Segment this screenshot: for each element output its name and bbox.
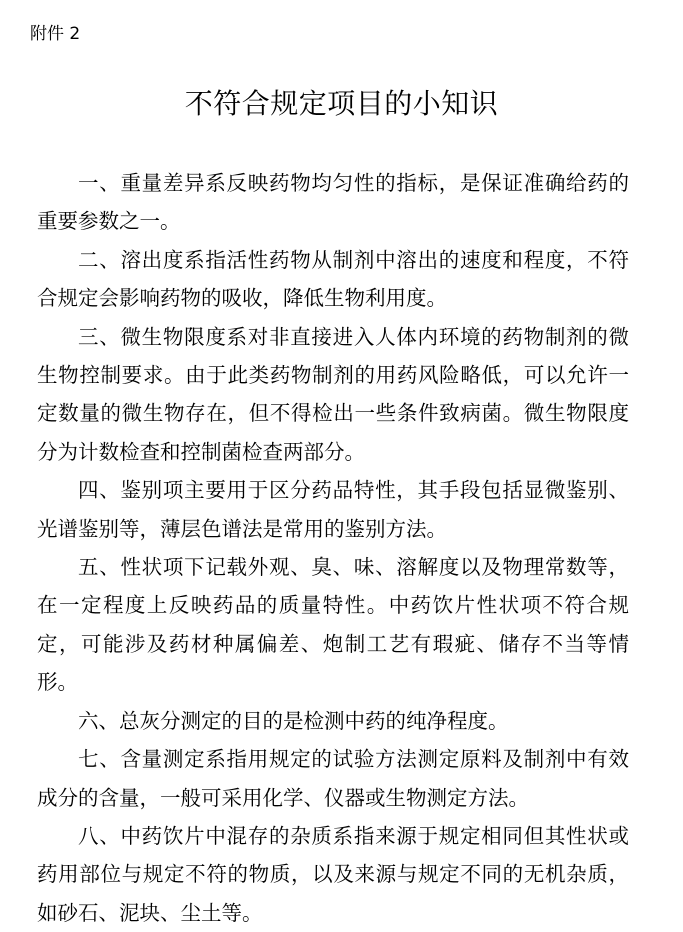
paragraph-dissolution: 二、溶出度系指活性药物从制剂中溶出的速度和程度，不符合规定会影响药物的吸收，降低生物利用度。 [37, 247, 629, 311]
paragraph-impurities: 八、中药饮片中混存的杂质系指来源于规定相同但其性状或药用部位与规定不符的物质，以及来源与规定不同的无机杂质，如砂石、泥块、尘土等。 [37, 823, 629, 925]
paragraph-appearance: 五、性状项下记载外观、臭、味、溶解度以及物理常数等，在一定程度上反映药品的质量特性。中药饮片性状项不符合规定，可能涉及药材种属偏差、炮制工艺有瑕疵、储存不当等情形。 [37, 555, 629, 695]
document-title: 不符合规定项目的小知识 [184, 87, 499, 120]
paragraph-total-ash: 六、总灰分测定的目的是检测中药的纯净程度。 [78, 708, 509, 733]
paragraph-identification: 四、鉴别项主要用于区分药品特性，其手段包括显微鉴别、光谱鉴别等，薄层色谱法是常用的鉴别方法。 [37, 478, 629, 541]
paragraph-microbial-limit: 三、微生物限度系对非直接进入人体内环境的药物制剂的微生物控制要求。由于此类药物制剂的用药风险略低，可以允许一定数量的微生物存在，但不得检出一些条件致病菌。微生物限度分为计数检查和控制菌检查两部分。 [37, 324, 629, 464]
attachment-label: 附件 2 [30, 24, 81, 44]
document-body [37, 164, 629, 932]
paragraph-weight-variation: 一、重量差异系反映药物均匀性的指标，是保证准确给药的重要参数之一。 [37, 171, 629, 234]
paragraph-assay: 七、含量测定系指用规定的试验方法测定原料及制剂中有效成分的含量，一般可采用化学、仪器或生物测定方法。 [37, 747, 629, 810]
